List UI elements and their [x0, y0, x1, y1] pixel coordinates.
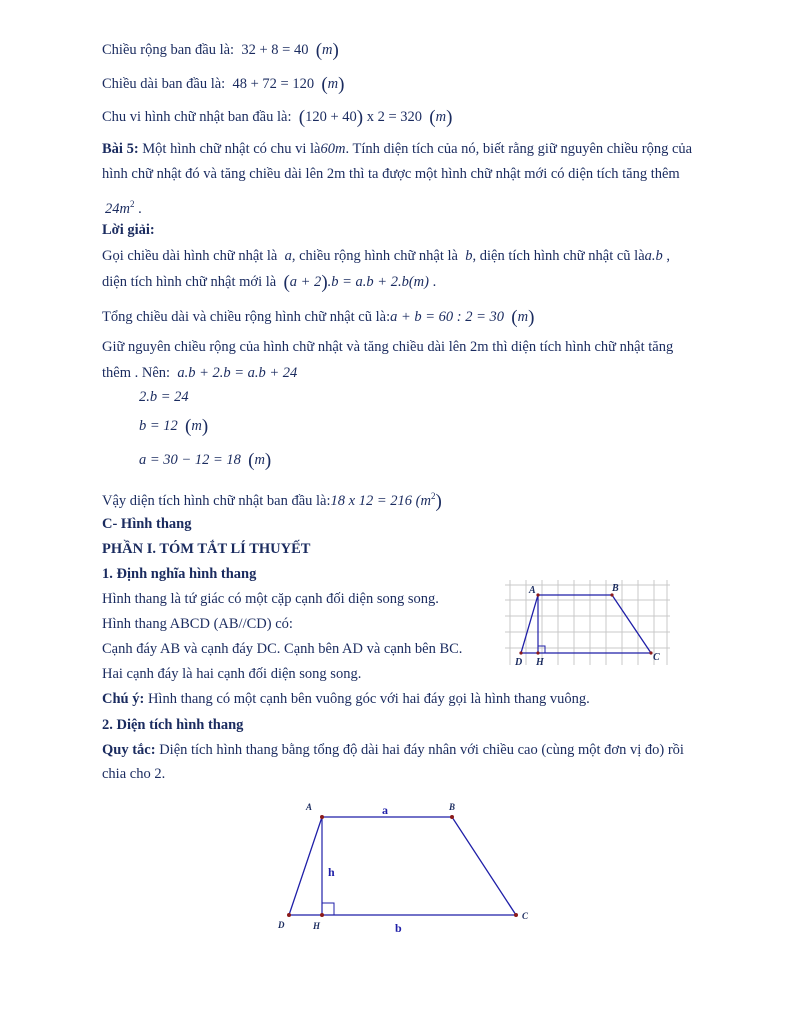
- vertex-label: H: [313, 921, 321, 931]
- text-line: Chiều dài ban đầu là: 48 + 72 = 120 (m): [102, 74, 345, 95]
- solution-heading: Lời giải:: [102, 222, 155, 238]
- vertex-label: D: [515, 657, 523, 668]
- text-line: Vậy diện tích hình chữ nhật ban đầu là:18 x 12 = 216 $(m^2)$: [102, 490, 442, 512]
- text-line: Gọi chiều dài hình chữ nhật là a, chiều rộng hình chữ nhật là b, diện tích hình chữ nhật cũ làa.b ,: [102, 248, 671, 264]
- equation: a = 30 − 12 = 18 (m): [139, 450, 272, 471]
- text-line: Hình thang ABCD (AB//CD) có:: [102, 616, 293, 632]
- trapezoid-area-figure: [270, 795, 540, 940]
- text-line: $24m^2$ .: [105, 199, 142, 217]
- equation: 2.b = 24: [139, 389, 189, 405]
- text-line: Cạnh đáy AB và cạnh đáy DC. Cạnh bên AD và cạnh bên BC.: [102, 641, 463, 657]
- base-b-label: b: [395, 921, 402, 935]
- text-line: thêm . Nên: a.b + 2.b = a.b + 24: [102, 365, 298, 381]
- rule-text: Quy tắc: Diện tích hình thang bằng tổng độ dài hai đáy nhân với chiều cao (cùng một đơn vị đo) rồi: [102, 742, 684, 758]
- text-line: Hai cạnh đáy là hai cạnh đối diện song song.: [102, 666, 362, 682]
- vertex-label: B: [612, 583, 619, 594]
- section-heading: PHẦN I. TÓM TẮT LÍ THUYẾT: [102, 541, 311, 557]
- vertex-label: D: [278, 920, 285, 930]
- vertex-label: C: [522, 911, 529, 921]
- text-line: Chiều rộng ban đầu là: 32 + 8 = 40 (m): [102, 40, 339, 61]
- text-line: chia cho 2.: [102, 766, 166, 782]
- text-line: Giữ nguyên chiều rộng của hình chữ nhật và tăng chiều dài lên 2m thì diện tích hình chữ nhật tăng: [102, 339, 674, 355]
- equation: b = 12 (m): [139, 416, 209, 437]
- subsection-heading: 2. Diện tích hình thang: [102, 717, 244, 733]
- note: Chú ý: Hình thang có một cạnh bên vuông góc với hai đáy gọi là hình thang vuông.: [102, 691, 590, 707]
- text-line: Hình thang là tứ giác có một cặp cạnh đối diện song song.: [102, 591, 439, 607]
- text-line: Tổng chiều dài và chiều rộng hình chữ nhật cũ là:a + b = 60 : 2 = 30 (m): [102, 307, 535, 328]
- section-heading: C- Hình thang: [102, 516, 192, 532]
- vertex-label: C: [653, 652, 660, 663]
- vertex-label: B: [449, 802, 456, 812]
- text-line: Chu vi hình chữ nhật ban đầu là: (120 + 40) x 2 = 320 (m): [102, 107, 453, 128]
- trapezoid-grid-figure: [505, 580, 680, 670]
- vertex-label: A: [306, 802, 313, 812]
- subsection-heading: 1. Định nghĩa hình thang: [102, 566, 257, 582]
- exercise-statement: Bài 5: Một hình chữ nhật có chu vi là60m. Tính diện tích của nó, biết rằng giữ nguyên chiều rộng của: [102, 141, 693, 157]
- vertex-label: H: [536, 657, 544, 668]
- base-a-label: a: [382, 803, 388, 817]
- text-line: hình chữ nhật đó và tăng chiều dài lên 2m thì ta được một hình chữ nhật mới có diện tích tăng thêm: [102, 166, 680, 182]
- height-h-label: h: [328, 865, 335, 879]
- text-line: diện tích hình chữ nhật mới là (a + 2).b = a.b + 2.b(m) .: [102, 272, 437, 293]
- vertex-label: A: [529, 585, 536, 596]
